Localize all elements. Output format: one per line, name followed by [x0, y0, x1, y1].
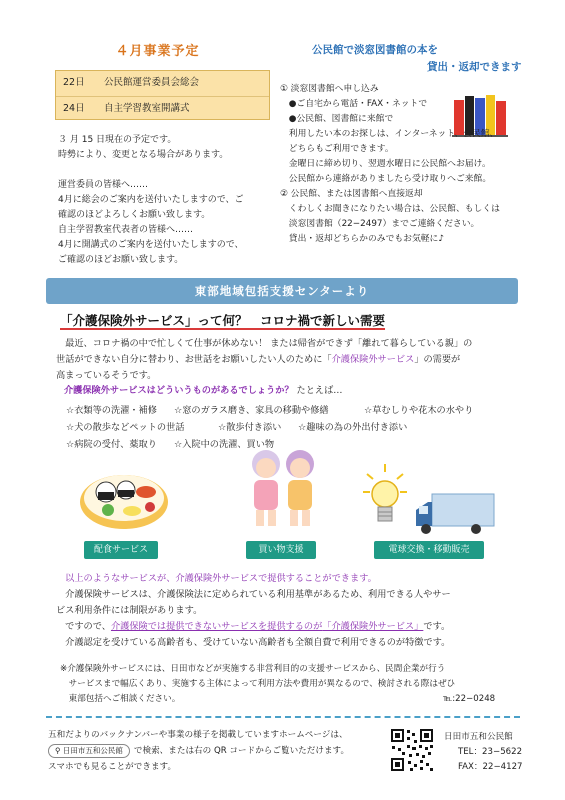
schedule-table: [55, 70, 270, 120]
library-line: 利用したい本のお探しは、インターネット、公民館、: [280, 129, 499, 139]
label-bulb-mobile-sales: 電球交換・移動販売: [374, 541, 484, 559]
service-item: ☆草むしりや花木の水やり: [364, 405, 474, 416]
schedule-date: 24日: [63, 102, 85, 114]
headline-text: 「介護保険外サービス」って何？ コロナ禍で新しい需要: [60, 313, 386, 328]
schedule-note-line: 時勢により、変更となる場合があります。: [58, 150, 229, 160]
article-headline: [60, 312, 385, 331]
conclusion-line: 介護保険サービスは、介護保険法に定められている利用基準があるため、利用できる人やサー: [56, 589, 451, 600]
service-item: ☆趣味の為の外出付き添い: [298, 422, 408, 433]
library-line: 金曜日に締め切り、翌週水曜日に公民館へお届け。: [280, 159, 491, 169]
conclusion-line: ビス利用条件には制限があります。: [56, 605, 203, 616]
schedule-note-line: 運営委員の皆様へ……: [58, 180, 149, 190]
footer-line: [48, 743, 349, 759]
schedule-note-line: 4月に総会のご案内を送付いたしますので、ご: [58, 195, 244, 205]
search-text: 日田市五和公民館: [62, 746, 123, 755]
schedule-notes: [58, 133, 283, 268]
intro-highlight: 介護保険外サービス: [331, 354, 415, 365]
footer-line: スマホでも見ることができます。: [48, 762, 177, 772]
schedule-event: 公民館運営委員会総会: [104, 77, 200, 89]
service-item: ☆衣類等の洗濯・補修: [66, 405, 157, 416]
intro-text: 世話ができない自分に替わり、お世話をお願いしたい人のために「: [56, 354, 332, 365]
library-line: ② 公民館、または図書館へ直接返却: [280, 189, 423, 199]
note-line: サービスまで幅広くあり、実施する主体によって利用方法や費用が異なるので、検討される際はぜひ: [60, 679, 456, 689]
footer-text: で検索、または右の QR コードからご覧いただけます。: [133, 746, 350, 756]
footer-fax: FAX：22−4127: [458, 762, 523, 772]
schedule-row: [56, 96, 269, 121]
service-item: ☆犬の散歩などペットの世話: [66, 422, 185, 433]
conclusion-highlight: 介護保険では提供できないサービスを提供するのが: [110, 621, 323, 632]
library-line: ●公民館、図書館に来館で: [280, 114, 394, 124]
service-item: ☆窓のガラス磨き、家具の移動や修繕: [174, 405, 329, 416]
service-item: ☆入院中の洗濯、買い物: [174, 439, 275, 450]
label-meal-service: 配食サービス: [84, 541, 158, 559]
note-tel: ℡:22−0248: [443, 694, 496, 704]
intro-text: 」の需要が: [414, 354, 461, 365]
section-banner: 東部地域包括支援センターより: [46, 278, 518, 304]
schedule-row: [56, 71, 269, 96]
conclusion-highlight: 「介護保険外サービス」: [322, 621, 424, 632]
conclusion-line: 以上のようなサービスが、介護保険外サービスで提供することができます。: [56, 573, 377, 584]
service-item: ☆病院の受付、薬取り: [66, 439, 157, 450]
library-line: 公民館から連絡がありましたら受け取りへご来館。: [280, 174, 492, 184]
search-icon: ⚲: [55, 746, 63, 755]
qr-code-icon[interactable]: [390, 728, 434, 772]
spacer: [58, 163, 283, 178]
intro-line: 高まっているそうです。: [56, 370, 157, 381]
note-line: ※介護保険外サービスには、日田市などが実施する非営利目的の支援サービスから、民間企業が行う: [60, 664, 446, 674]
intro-line: [56, 352, 516, 368]
intro-line: 最近、コロナ禍の中で忙しくて仕事が休めない！ または帰省ができず「離れて暮らしている親」の: [56, 338, 473, 349]
footer-org: 日田市五和公民館: [444, 732, 513, 742]
library-line: ① 淡窓図書館へ申し込み: [280, 84, 379, 94]
conclusion-line: [56, 619, 526, 635]
elderly-couple-icon: [236, 440, 328, 532]
library-text: [280, 82, 550, 247]
service-row: [66, 402, 473, 419]
footnote: [60, 662, 496, 707]
schedule-date: 22日: [63, 77, 85, 89]
conclusion-line: 介護認定を受けている高齢者も、受けていない高齢者も全額自費で利用できるのが特徴です。: [56, 637, 451, 648]
footer-info: [48, 727, 349, 775]
footer-divider: [46, 716, 520, 718]
conclusion-paragraph: [56, 571, 526, 651]
search-box: [48, 744, 130, 758]
library-title-line: 貸出・返却できます: [427, 61, 522, 73]
question-highlight: 介護保険外サービスはどういうものがあるでしょうか？: [64, 385, 294, 396]
service-row: [66, 419, 473, 436]
lightbulb-icon: [362, 462, 408, 530]
library-line: ●ご自宅から電話・FAX・ネットで: [280, 99, 428, 109]
question-line: [64, 384, 342, 398]
schedule-note-line: 自主学習教室代表者の皆様へ……: [58, 225, 194, 235]
footer-tel: TEL：23−5622: [458, 747, 523, 757]
footer-line: 五和だよりのバックナンバーや事業の様子を掲載していますホームページは、: [48, 730, 348, 740]
schedule-note-line: 確認のほどよろしくお願い致します。: [58, 210, 211, 220]
footer-contact: [444, 730, 523, 775]
library-title-line: 公民館で淡窓図書館の本を: [312, 44, 438, 56]
library-line: どちらもご利用できます。: [280, 144, 394, 154]
schedule-note-line: ご確認のほどお願い致します。: [58, 255, 184, 265]
question-rest: たとえば…: [293, 385, 343, 396]
schedule-event: 自主学習教室開講式: [104, 102, 190, 114]
note-line: [60, 692, 496, 707]
intro-paragraph: [56, 336, 516, 384]
library-line: 淡窓図書館（22−2497）までご連絡ください。: [280, 219, 480, 229]
library-title: [312, 42, 522, 76]
library-line: 貸出・返却どちらかのみでもお気軽に♪: [280, 234, 444, 244]
schedule-note-line: 4月に開講式のご案内を送付いたしますので、: [58, 240, 244, 250]
library-line: くわしくお聞きになりたい場合は、公民館、もしくは: [280, 204, 500, 214]
note-text: 東部包括へご相談ください。: [60, 694, 181, 704]
schedule-title: ４月事業予定: [115, 44, 200, 59]
label-shopping-support: 買い物支援: [246, 541, 316, 559]
schedule-note-line: ３ 月 15 日現在の予定です。: [58, 135, 177, 145]
service-item: ☆散歩付き添い: [218, 422, 282, 433]
truck-icon: [414, 490, 498, 538]
bento-icon: [78, 462, 170, 530]
conclusion-text: です。: [423, 621, 451, 632]
conclusion-text: ですので、: [56, 621, 111, 632]
